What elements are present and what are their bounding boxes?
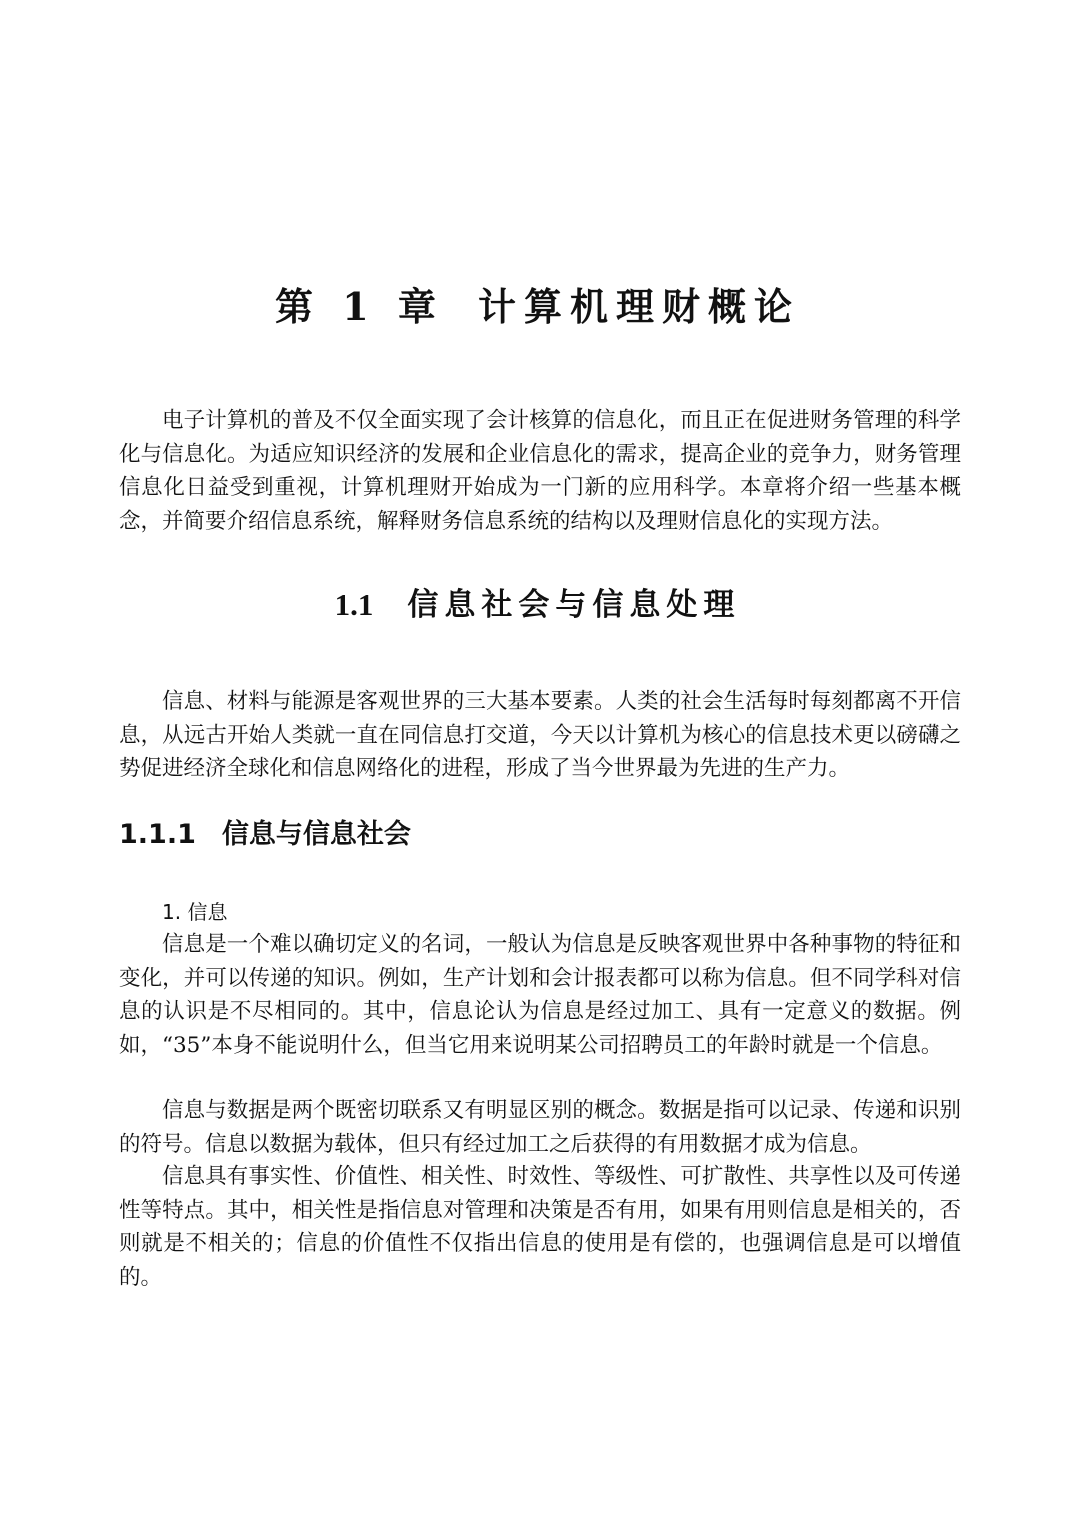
chapter-title (0, 282, 1075, 332)
body-paragraph: 信息具有事实性、价值性、相关性、时效性、等级性、可扩散性、共享性以及可传递性等特点。其中，相关性是指信息对管理和决策是否有用，如果有用则信息是相关的，否则就是不相关的；信息的价值性不仅指出信息的使用是有偿的，也强调信息是可以增值的。 (119, 1164, 961, 1290)
item-heading: 1. 信息 (162, 900, 228, 924)
subsection-name: 信息与信息社会 (221, 819, 411, 850)
section-number: 1.1 (334, 587, 374, 622)
subsection-number: 1.1.1 (119, 819, 196, 850)
section-title (0, 583, 1075, 627)
body-paragraph: 信息与数据是两个既密切联系又有明显区别的概念。数据是指可以记录、传递和识别的符号。信息以数据为载体，但只有经过加工之后获得的有用数据才成为信息。 (119, 1098, 961, 1157)
section-name: 信息社会与信息处理 (407, 587, 741, 623)
section-paragraph: 信息、材料与能源是客观世界的三大基本要素。人类的社会生活每时每刻都离不开信息，从远古开始人类就一直在同信息打交道，今天以计算机为核心的信息技术更以磅礴之势促进经济全球化和信息网络化的进程，形成了当今世界最为先进的生产力。 (119, 689, 961, 781)
subsection-title (119, 816, 411, 854)
intro-paragraph: 电子计算机的普及不仅全面实现了会计核算的信息化，而且正在促进财务管理的科学化与信息化。为适应知识经济的发展和企业信息化的需求，提高企业的竞争力，财务管理信息化日益受到重视，计算机理财开始成为一门新的应用科学。本章将介绍一些基本概念，并简要介绍信息系统，解释财务信息系统的结构以及理财信息化的实现方法。 (119, 408, 961, 534)
body-paragraph: 信息是一个难以确切定义的名词，一般认为信息是反映客观世界中各种事物的特征和变化，并可以传递的知识。例如，生产计划和会计报表都可以称为信息。但不同学科对信息的认识是不尽相同的。其中，信息论认为信息是经过加工、具有一定意义的数据。例如，“35”本身不能说明什么，但当它用来说明某公司招聘员工的年龄时就是一个信息。 (119, 932, 961, 1058)
chapter-label: 第 1 章 (275, 284, 444, 329)
chapter-name: 计算机理财概论 (477, 284, 800, 329)
